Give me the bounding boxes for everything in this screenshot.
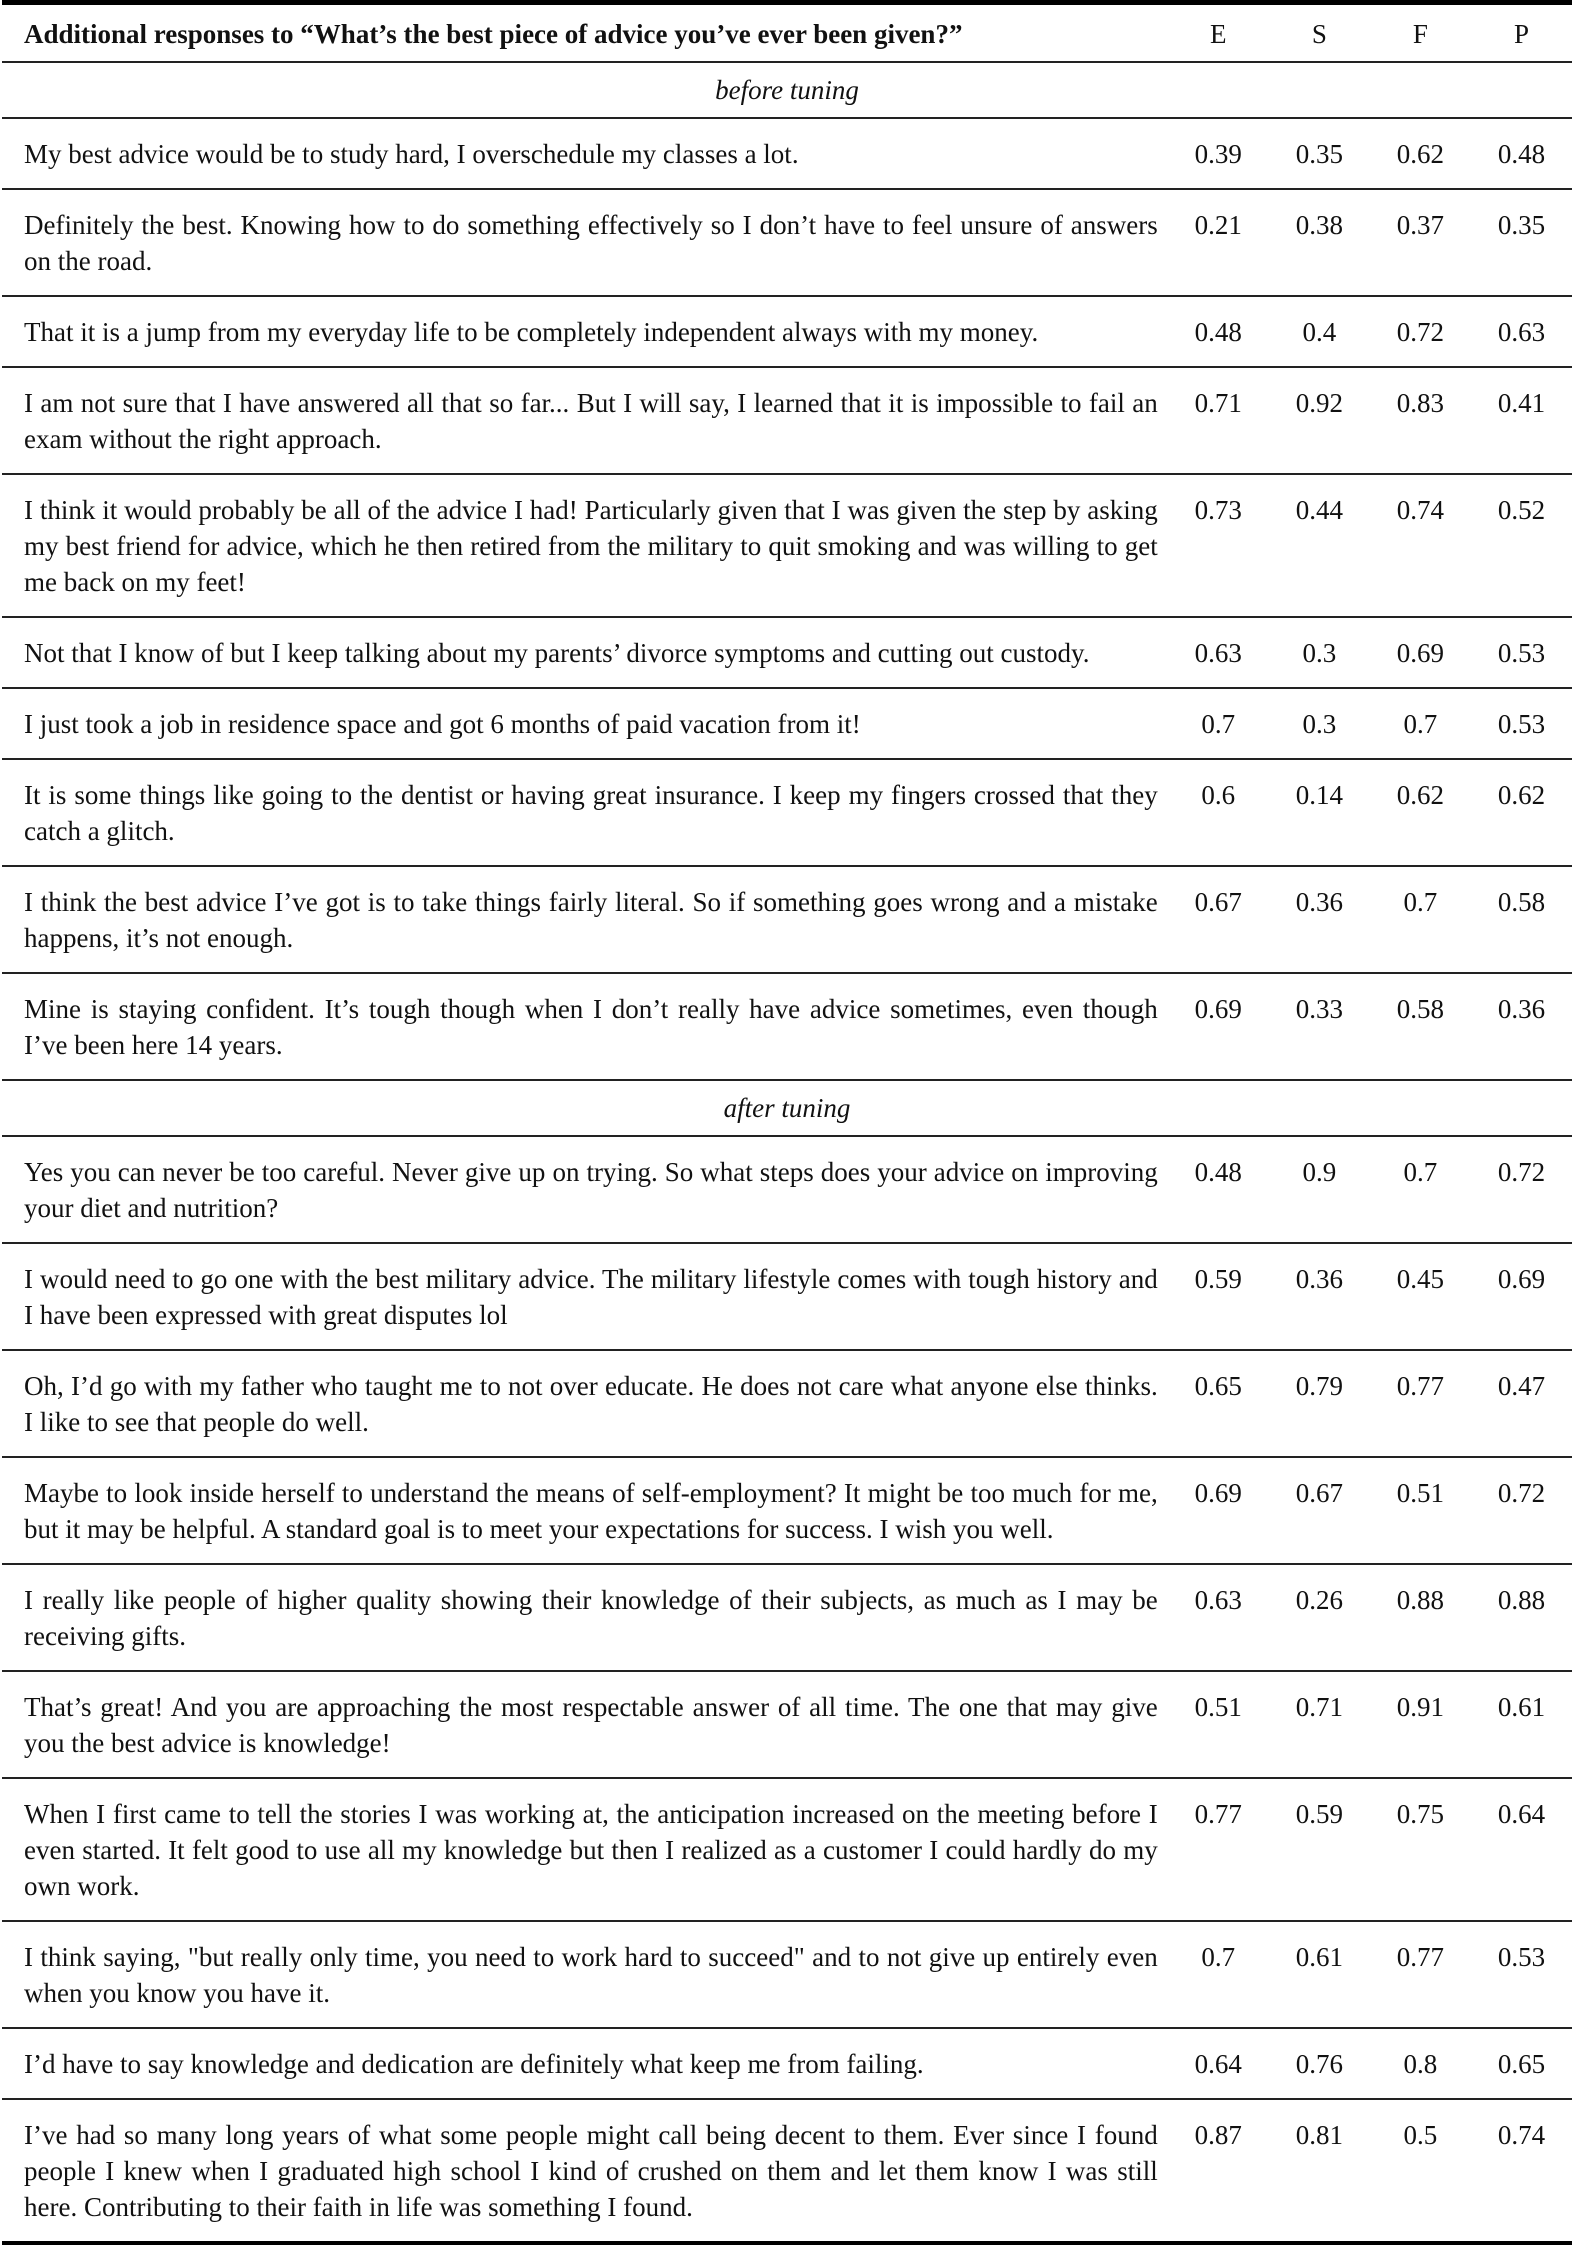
header-row — [2, 3, 1572, 63]
score-p: 0.41 — [1497, 388, 1546, 418]
score-s: 0.38 — [1295, 210, 1343, 240]
score-s: 0.14 — [1295, 780, 1343, 810]
score-e: 0.87 — [1194, 2120, 1242, 2150]
score-f: 0.7 — [1403, 709, 1438, 739]
score-p: 0.88 — [1497, 1585, 1546, 1615]
response-text: I think it would probably be all of the advice I had! Particularly given that I was given the step by asking my best friend for advice, which he then retired from the military to quit smoking and was willing to get me back on my feet! — [24, 495, 1158, 597]
score-f: 0.58 — [1396, 994, 1445, 1024]
score-p: 0.61 — [1497, 1692, 1546, 1722]
table-row — [2, 617, 1572, 688]
score-s: 0.9 — [1302, 1157, 1337, 1187]
score-f: 0.8 — [1403, 2049, 1438, 2079]
table-row — [2, 189, 1572, 296]
score-f: 0.75 — [1396, 1799, 1445, 1829]
table-row — [2, 1671, 1572, 1778]
response-text: It is some things like going to the dentist or having great insurance. I keep my fingers crossed that they catch a glitch. — [24, 780, 1158, 846]
score-p: 0.69 — [1497, 1264, 1546, 1294]
score-f: 0.91 — [1396, 1692, 1445, 1722]
response-text: I’ve had so many long years of what some people might call being decent to them. Ever since I found people I knew when I graduated high school I kind of crushed on them and let them know I was still here. Contributing to their faith in life was something I found. — [24, 2120, 1158, 2222]
response-text: I’d have to say knowledge and dedication are definitely what keep me from failing. — [24, 2049, 924, 2079]
score-e: 0.21 — [1194, 210, 1242, 240]
score-e: 0.51 — [1194, 1692, 1242, 1722]
score-p: 0.72 — [1497, 1478, 1546, 1508]
score-e: 0.69 — [1194, 1478, 1242, 1508]
response-text: That’s great! And you are approaching the most respectable answer of all time. The one that may give you the best advice is knowledge! — [24, 1692, 1158, 1758]
table-title: Additional responses to “What’s the best piece of advice you’ve ever been given?” — [24, 19, 963, 49]
score-e: 0.69 — [1194, 994, 1242, 1024]
response-text: I think the best advice I’ve got is to take things fairly literal. So if something goes wrong and a mistake happens, it’s not enough. — [24, 887, 1158, 953]
column-header-f: F — [1412, 19, 1428, 49]
table-row — [2, 474, 1572, 617]
score-p: 0.52 — [1497, 495, 1546, 525]
score-p: 0.62 — [1497, 780, 1546, 810]
score-f: 0.62 — [1396, 139, 1445, 169]
score-s: 0.44 — [1295, 495, 1343, 525]
score-f: 0.74 — [1396, 495, 1445, 525]
response-text: Not that I know of but I keep talking about my parents’ divorce symptoms and cutting out custody. — [24, 638, 1090, 668]
score-s: 0.71 — [1295, 1692, 1343, 1722]
table-row — [2, 1457, 1572, 1564]
score-p: 0.58 — [1497, 887, 1546, 917]
score-e: 0.7 — [1201, 709, 1236, 739]
score-p: 0.53 — [1497, 709, 1546, 739]
score-f: 0.77 — [1396, 1371, 1445, 1401]
response-text: Definitely the best. Knowing how to do something effectively so I don’t have to feel unsure of answers on the road. — [24, 210, 1158, 276]
score-f: 0.45 — [1396, 1264, 1445, 1294]
score-e: 0.63 — [1194, 1585, 1242, 1615]
score-p: 0.65 — [1497, 2049, 1546, 2079]
score-f: 0.7 — [1403, 1157, 1438, 1187]
response-text: I think saying, "but really only time, you need to work hard to succeed" and to not give up entirely even when you know you have it. — [24, 1942, 1158, 2008]
column-header-s: S — [1311, 19, 1327, 49]
score-e: 0.77 — [1194, 1799, 1242, 1829]
score-s: 0.67 — [1295, 1478, 1343, 1508]
score-e: 0.6 — [1201, 780, 1236, 810]
score-e: 0.48 — [1194, 317, 1242, 347]
score-f: 0.69 — [1396, 638, 1445, 668]
score-f: 0.88 — [1396, 1585, 1445, 1615]
table-row — [2, 1243, 1572, 1350]
column-header-e: E — [1210, 19, 1227, 49]
score-e: 0.39 — [1194, 139, 1242, 169]
score-e: 0.71 — [1194, 388, 1242, 418]
response-text: When I first came to tell the stories I was working at, the anticipation increased on the meeting before I even started. It felt good to use all my knowledge but then I realized as a customer I could hardly do my own work. — [24, 1799, 1158, 1901]
response-text: Yes you can never be too careful. Never give up on trying. So what steps does your advice on improving your diet and nutrition? — [24, 1157, 1158, 1223]
score-s: 0.81 — [1295, 2120, 1343, 2150]
score-e: 0.73 — [1194, 495, 1242, 525]
score-f: 0.37 — [1396, 210, 1445, 240]
table-row — [2, 759, 1572, 866]
response-text: I just took a job in residence space and got 6 months of paid vacation from it! — [24, 709, 861, 739]
score-e: 0.7 — [1201, 1942, 1236, 1972]
column-header-p: P — [1513, 19, 1529, 49]
table-row — [2, 2028, 1572, 2099]
score-p: 0.53 — [1497, 1942, 1546, 1972]
response-text: Mine is staying confident. It’s tough though when I don’t really have advice sometimes, even though I’ve been here 14 years. — [24, 994, 1158, 1060]
score-s: 0.59 — [1295, 1799, 1343, 1829]
response-text: My best advice would be to study hard, I overschedule my classes a lot. — [24, 139, 799, 169]
score-p: 0.36 — [1497, 994, 1546, 1024]
score-f: 0.62 — [1396, 780, 1445, 810]
score-p: 0.63 — [1497, 317, 1546, 347]
table-row — [2, 1921, 1572, 2028]
section-label: after tuning — [723, 1093, 851, 1123]
table-body — [2, 62, 1572, 2243]
table-row — [2, 118, 1572, 189]
score-f: 0.5 — [1403, 2120, 1438, 2150]
response-text: I am not sure that I have answered all that so far... But I will say, I learned that it is impossible to fail an exam without the right approach. — [24, 388, 1158, 454]
score-s: 0.3 — [1302, 638, 1337, 668]
score-s: 0.35 — [1295, 139, 1343, 169]
score-s: 0.79 — [1295, 1371, 1343, 1401]
score-s: 0.36 — [1295, 1264, 1343, 1294]
score-s: 0.33 — [1295, 994, 1343, 1024]
score-f: 0.7 — [1403, 887, 1438, 917]
table-row — [2, 866, 1572, 973]
score-e: 0.64 — [1194, 2049, 1242, 2079]
table-row — [2, 1350, 1572, 1457]
score-p: 0.47 — [1497, 1371, 1546, 1401]
score-e: 0.63 — [1194, 638, 1242, 668]
score-s: 0.3 — [1302, 709, 1337, 739]
table-row — [2, 1564, 1572, 1671]
response-text: That it is a jump from my everyday life to be completely independent always with my money. — [24, 317, 1039, 347]
section-header-row — [2, 1080, 1572, 1136]
table-row — [2, 1778, 1572, 1921]
section-header-row — [2, 62, 1572, 118]
response-text: Oh, I’d go with my father who taught me to not over educate. He does not care what anyone else thinks. I like to see that people do well. — [24, 1371, 1158, 1437]
table-row — [2, 973, 1572, 1080]
score-s: 0.26 — [1295, 1585, 1343, 1615]
score-f: 0.83 — [1396, 388, 1445, 418]
score-f: 0.77 — [1396, 1942, 1445, 1972]
score-p: 0.53 — [1497, 638, 1546, 668]
response-text: Maybe to look inside herself to understand the means of self-employment? It might be too much for me, but it may be helpful. A standard goal is to meet your expectations for success. I wish you well. — [24, 1478, 1158, 1544]
score-p: 0.74 — [1497, 2120, 1546, 2150]
table-row — [2, 296, 1572, 367]
score-p: 0.48 — [1497, 139, 1546, 169]
score-e: 0.67 — [1194, 887, 1242, 917]
score-s: 0.76 — [1295, 2049, 1343, 2079]
score-s: 0.4 — [1302, 317, 1337, 347]
table-row — [2, 688, 1572, 759]
score-e: 0.48 — [1194, 1157, 1242, 1187]
score-e: 0.65 — [1194, 1371, 1242, 1401]
score-f: 0.72 — [1396, 317, 1445, 347]
score-s: 0.36 — [1295, 887, 1343, 917]
table-row — [2, 1136, 1572, 1243]
response-text: I would need to go one with the best military advice. The military lifestyle comes with tough history and I have been expressed with great disputes lol — [24, 1264, 1158, 1330]
table-row — [2, 367, 1572, 474]
score-p: 0.35 — [1497, 210, 1546, 240]
section-label: before tuning — [715, 75, 859, 105]
score-s: 0.92 — [1295, 388, 1343, 418]
score-s: 0.61 — [1295, 1942, 1343, 1972]
score-p: 0.64 — [1497, 1799, 1546, 1829]
advice-responses-table — [2, 0, 1572, 2245]
response-text: I really like people of higher quality showing their knowledge of their subjects, as much as I may be receiving gifts. — [24, 1585, 1158, 1651]
table-row — [2, 2099, 1572, 2243]
score-e: 0.59 — [1194, 1264, 1242, 1294]
score-p: 0.72 — [1497, 1157, 1546, 1187]
score-f: 0.51 — [1396, 1478, 1445, 1508]
